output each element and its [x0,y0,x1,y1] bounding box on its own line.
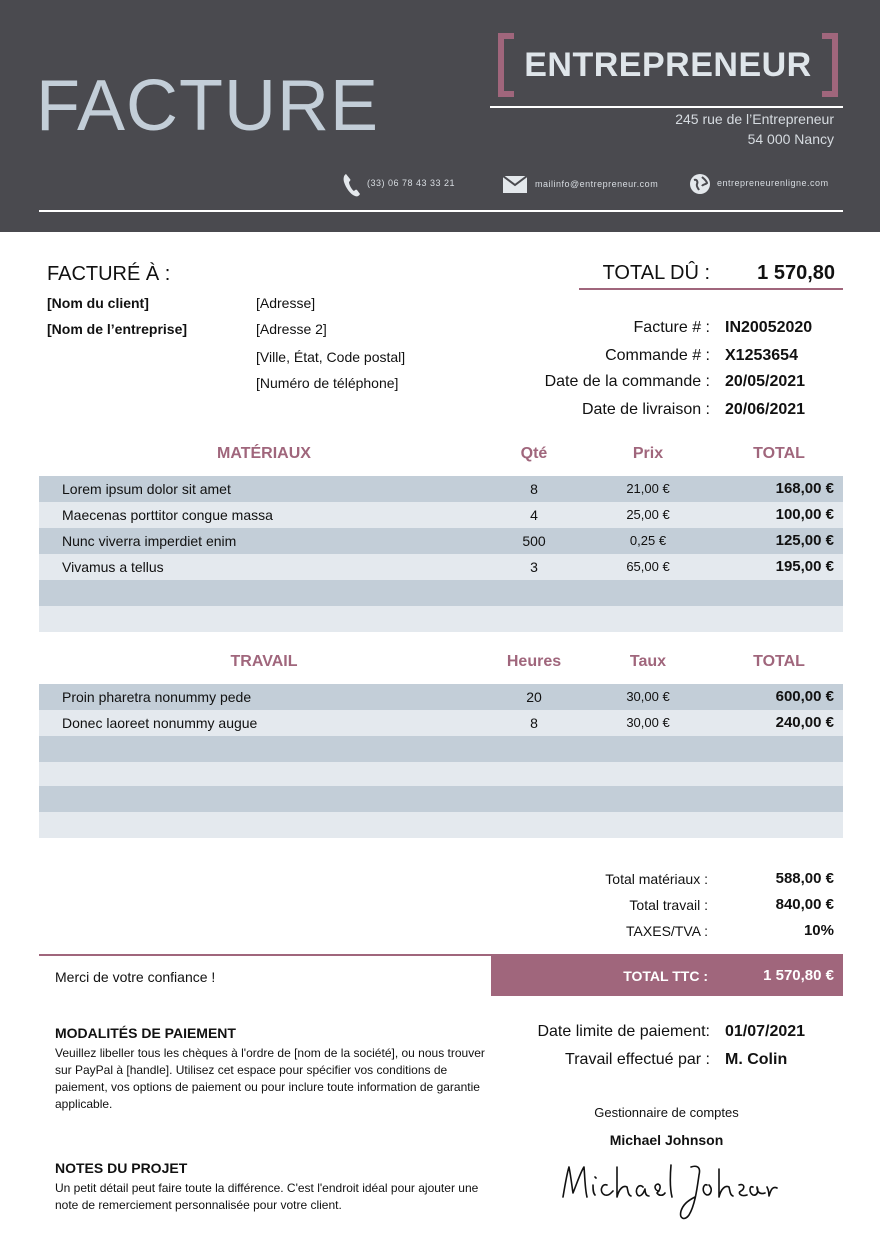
order-date-value: 20/05/2021 [725,373,806,390]
client-company: [Nom de l’entreprise] [47,321,188,337]
delivery-date-label: Date de livraison : [581,401,710,418]
invoice-number-value: IN20052020 [725,319,813,336]
table-row-empty [39,580,843,606]
payment-text: Veuillez libeller tous les chèques à l'ordre de [nom de la société], ou nous trouver sur PayPal à [handle]. Utilisez cet espace pour spécifier vos conditions de paiement, vos options de paiement ou pour inclure toute information de garantie applicable. [55,1046,485,1111]
header-divider-bottom [39,210,843,212]
delivery-date-value: 20/06/2021 [725,401,806,418]
item-total: 168,00 € [775,480,834,497]
materials-total-label: Total matériaux : [605,871,708,887]
materials-header-qty: Qté [520,445,548,462]
order-number-value: X1253654 [725,347,798,364]
table-row [39,554,843,580]
item-total: 600,00 € [775,688,834,705]
client-address: [Adresse] [256,295,316,311]
payment-deadline-value: 01/07/2021 [725,1023,806,1040]
item-desc: Nunc viverra imperdiet enim [62,533,237,549]
client-city: [Ville, État, Code postal] [256,349,406,365]
item-rate: 30,00 € [626,715,670,730]
labor-header-rate: Taux [629,653,667,670]
total-due-label: TOTAL DÛ : [602,262,710,284]
work-by-value: M. Colin [725,1051,788,1068]
thanks-message: Merci de votre confiance ! [55,969,216,985]
item-total: 100,00 € [775,506,834,523]
mail-icon [503,176,527,193]
manager-name: Michael Johnson [609,1132,724,1148]
client-phone: [Numéro de téléphone] [256,375,399,391]
materials-header-desc: MATÉRIAUX [217,445,311,462]
order-date-label: Date de la commande : [544,373,710,390]
table-row [39,528,843,554]
table-row [39,710,843,736]
brand-name: ENTREPRENEUR [524,46,812,84]
item-qty: 500 [522,533,546,549]
manager-title: Gestionnaire de comptes [594,1105,739,1120]
item-qty: 3 [530,559,538,575]
labor-total-value: 840,00 € [775,896,834,913]
labor-header-total: TOTAL [753,653,805,670]
item-qty: 8 [530,481,538,497]
client-address2: [Adresse 2] [256,321,327,337]
item-qty: 4 [530,507,538,523]
table-row [39,502,843,528]
item-desc: Maecenas porttitor congue massa [62,507,273,523]
table-row-empty [39,736,843,762]
tax-value: 10% [803,922,834,939]
work-by-label: Travail effectué par : [565,1051,710,1068]
billed-to-heading: FACTURÉ À : [47,263,171,285]
company-address-line1: 245 rue de l’Entrepreneur [675,111,834,127]
item-desc: Proin pharetra nonummy pede [62,689,252,705]
signature [555,1155,780,1225]
item-price: 21,00 € [626,481,670,496]
labor-header-hours: Heures [506,653,562,670]
invoice-number-label: Facture # : [633,319,710,336]
order-number-label: Commande # : [605,347,710,364]
item-hours: 8 [530,715,538,731]
notes-text: Un petit détail peut faire toute la différence. C'est l'endroit idéal pour ajouter une note de remerciement personnalisée pour votre client. [55,1181,479,1212]
table-row [39,476,843,502]
labor-total-label: Total travail : [629,897,708,913]
item-price: 65,00 € [626,559,670,574]
email-address: mailinfo@entrepreneur.com [535,179,659,189]
total-due-underline [579,288,843,290]
item-total: 195,00 € [775,558,834,575]
tax-label: TAXES/TVA : [626,923,708,939]
payment-deadline-label: Date limite de paiement: [537,1023,710,1040]
client-name: [Nom du client] [47,295,149,311]
item-price: 25,00 € [626,507,670,522]
table-row-empty [39,812,843,838]
item-desc: Donec laoreet nonummy augue [62,715,258,731]
invoice-title: FACTURE [36,66,380,146]
company-address-line2: 54 000 Nancy [747,131,834,147]
table-row [39,684,843,710]
total-ttc-value: 1 570,80 € [763,967,834,984]
item-price: 0,25 € [629,533,667,548]
notes-heading: NOTES DU PROJET [55,1160,188,1176]
materials-header-total: TOTAL [753,445,805,462]
table-row-empty [39,762,843,788]
table-row-empty [39,786,843,812]
phone-icon [342,172,362,198]
table-row-empty [39,606,843,632]
item-desc: Vivamus a tellus [62,559,164,575]
brand-logo [498,33,838,97]
globe-icon [689,173,711,195]
item-total: 125,00 € [775,532,834,549]
item-hours: 20 [526,689,542,705]
payment-heading: MODALITÉS DE PAIEMENT [55,1025,236,1041]
labor-header-desc: TRAVAIL [230,653,298,670]
item-rate: 30,00 € [626,689,670,704]
item-total: 240,00 € [775,714,834,731]
website: entrepreneurenligne.com [717,178,829,188]
total-due-value: 1 570,80 [757,262,835,284]
phone-number: (33) 06 78 43 33 21 [367,178,456,188]
item-desc: Lorem ipsum dolor sit amet [62,481,231,497]
total-ttc-label: TOTAL TTC : [623,968,708,984]
materials-total-value: 588,00 € [775,870,834,887]
header-divider [490,106,843,108]
materials-header-price: Prix [632,445,664,462]
